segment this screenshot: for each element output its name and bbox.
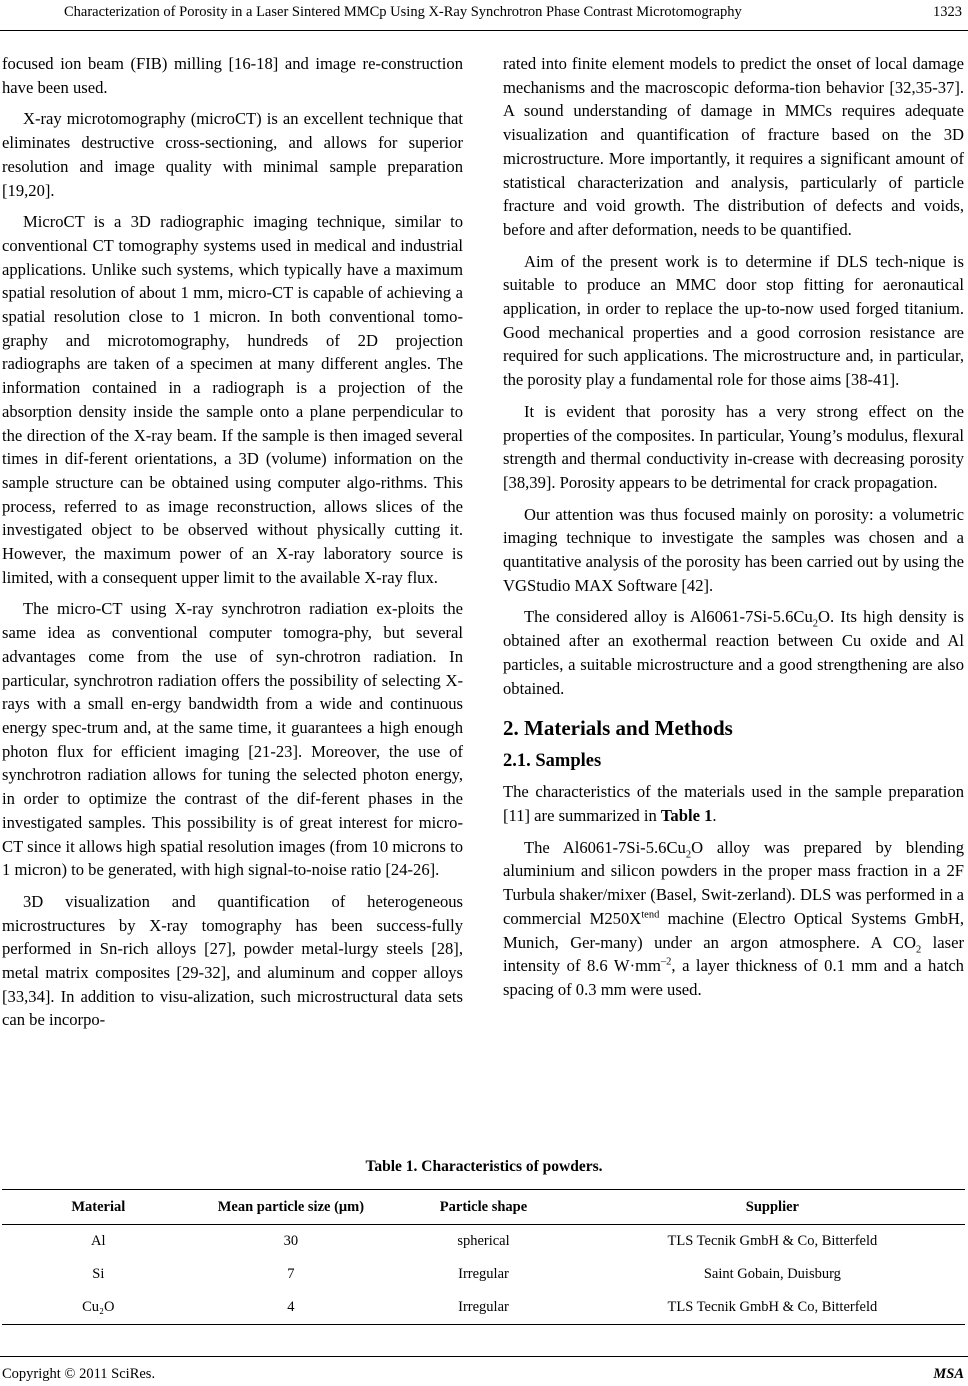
- text-run: machine (Electro Optical Systems GmbH, Munich, Ger-many) under an argon atmosphere. A CO: [503, 908, 964, 952]
- column-header: Particle shape: [387, 1190, 580, 1225]
- text-run: O alloy was prepared by blending aluminium and silicon powders in the proper mass fraction in a 2F Turbula shaker/mixer (Basel, Swit-zerland). DLS was performed in a commercial M250X: [503, 837, 964, 928]
- paragraph: rated into finite element models to predict the onset of local damage mechanisms and the macroscopic deforma-tion behavior [32,35-37]. A sound understanding of damage in MMCs requires adequate visualization and quantification of fracture based on the 3D microstructure. More importantly, it requires a significant amount of statistical characterization and analysis, particularly of particle fracture and void growth. The distribution of defects and voids, before and after deformation, needs to be quantified.: [503, 54, 964, 239]
- paragraph: focused ion beam (FIB) milling [16-18] and image re-construction have been used.: [2, 54, 463, 97]
- footer-rule: [0, 1356, 968, 1357]
- text-run: The characteristics of the materials used in the sample preparation [11] are summarized in: [503, 782, 964, 825]
- subsection-heading: 2.1. Samples: [503, 751, 602, 772]
- subscript: 2: [812, 618, 819, 630]
- running-header: [0, 4, 968, 26]
- table-cell: 4: [195, 1291, 388, 1325]
- subscript: 2: [916, 943, 922, 955]
- table-caption: Table 1. Characteristics of powders.: [365, 1158, 603, 1175]
- superscript: –2: [660, 956, 672, 968]
- column-header: Mean particle size (μm): [195, 1190, 388, 1225]
- table-row: [2, 1291, 965, 1325]
- paragraph: [503, 836, 964, 1002]
- text-run: laser intensity of 8.6 W·mm: [503, 932, 965, 976]
- table-cell: spherical: [457, 1233, 510, 1249]
- table-cell: 7: [287, 1266, 295, 1282]
- table-cell: Al: [91, 1233, 106, 1249]
- paragraph: It is evident that porosity has a very strong effect on the properties of the composites. In particular, Young’s modulus, flexural strength and thermal conductivity in-crease with decreasing porosity [38,39]. Porosity appears to be detrimental for crack propagation.: [503, 401, 964, 492]
- subscript: 2: [685, 849, 692, 860]
- text-run: , a layer thickness of 0.1 mm and a hatch spacing of 0.3 mm were used.: [503, 956, 964, 999]
- paragraph: MicroCT is a 3D radiographic imaging technique, similar to conventional CT tomography systems used in medical and industrial applications. Unlike such systems, which typically have a maximum spatial resolution of about 1 mm, micro-CT is capable of achieving a spatial resolution close to 1 micron. In both conventional tomo-graphy and microtomography, hundreds of 2D projection radiographs are taken of a specimen at many different angles. The information contained in a radiograph is a projection of the absorption density inside the sample onto a plane perpendicular to the direction of the X-ray beam. If the sample is then imaged several times in dif-ferent orientations, a 3D (volume) information on the sample structure can be obtained using computer algo-rithms. This process, referred to as image reconstruction, allows slices of the investigated object to be observed without physically cutting it. However, the maximum power of an X-ray laboratory source is limited, with a consequent upper limit to the available X-ray flux.: [2, 212, 463, 587]
- table-cell: Irregular: [458, 1266, 509, 1282]
- table-cell: Saint Gobain, Duisburg: [703, 1266, 841, 1282]
- table-cell: Si: [92, 1266, 105, 1282]
- right-column: [503, 52, 964, 1002]
- powders-table: [2, 1189, 965, 1325]
- table-cell: Irregular: [387, 1291, 580, 1325]
- superscript: tend: [641, 909, 660, 921]
- table-header-row: [2, 1190, 965, 1225]
- table-cell: 30: [283, 1233, 299, 1249]
- paragraph: The micro-CT using X-ray synchrotron radiation ex-ploits the same idea as conventional computer tomogra-phy, but several advantages come from the use of syn-chrotron radiation. In particular, synchrotron radiation offers the possibility of selecting X-rays with a small en-ergy bandwidth from a wide and continuous energy spec-trum and, at the same time, it guarantees a high enough photon flux for efficient imaging [21-23]. Moreover, the use of synchrotron radiation allows for tuning the selected photon energy, in order to optimize the contrast of the dif-ferent phases in the investigated samples. This possibility is of great interest for micro-CT since it allows high spatial resolution images (from 10 microns to 1 micron) to be generated, with high signal-to-noise ratio [24-26].: [2, 599, 463, 880]
- paragraph: [503, 780, 964, 827]
- table-cell: TLS Tecnik GmbH & Co, Bitterfeld: [580, 1291, 965, 1325]
- paragraph: [503, 605, 964, 700]
- table-reference: Table 1: [660, 805, 713, 825]
- table-row: [2, 1258, 965, 1291]
- paragraph: Aim of the present work is to determine if DLS tech-nique is suitable to produce an MMC door stop fitting for aeronautical application, in order to replace the up-to-now used forged titanium. Good mechanical properties and a good corrosion resistance are required for such applications. The microstructure and, in particular, the porosity play a fundamental role for those aims [38-41].: [503, 251, 964, 390]
- copyright-notice: Copyright © 2011 SciRes.: [2, 1366, 156, 1382]
- text-run: The Al6061-7Si-5.6Cu: [524, 837, 686, 857]
- running-title: Characterization of Porosity in a Laser Sintered MMCp Using X-Ray Synchrotron Phase Contrast Microtomography: [64, 4, 742, 20]
- left-column: [2, 52, 463, 1032]
- section-heading: 2. Materials and Methods: [503, 716, 733, 741]
- column-header: Material: [2, 1190, 195, 1225]
- text-run: The considered alloy is Al6061-7Si-5.6Cu: [524, 607, 813, 627]
- page-number: 1323: [933, 4, 962, 20]
- paragraph: X-ray microtomography (microCT) is an excellent technique that eliminates destructive cross-sectioning, and allows for superior resolution and image quality with minimal sample preparation [19,20].: [2, 109, 463, 200]
- table-cell: Cu₂O: [2, 1291, 195, 1325]
- text-run: O. Its high density is obtained after an exothermal reaction between Cu oxide and Al particles, a suitable microstructure and a good strengthening are also obtained.: [503, 607, 964, 698]
- table-cell: TLS Tecnik GmbH & Co, Bitterfeld: [667, 1233, 878, 1249]
- table-row: [2, 1225, 965, 1259]
- header-rule: [0, 30, 968, 31]
- paragraph: 3D visualization and quantification of heterogeneous microstructures by X-ray tomography has been success-fully performed in Sn-rich alloys [27], powder metal-lurgy steels [28], metal matrix composites [29-32], and aluminum and copper alloys [33,34]. In addition to visu-alization, such microstructural data sets can be incorpo-: [2, 891, 463, 1030]
- paragraph: Our attention was thus focused mainly on porosity: a volumetric imaging technique to investigate the samples was chosen and a quantitative analysis of the porosity has been carried out by using the VGStudio MAX Software [42].: [503, 504, 964, 595]
- column-header: Supplier: [580, 1190, 965, 1225]
- journal-abbreviation: MSA: [933, 1366, 964, 1382]
- text-run: .: [712, 805, 717, 825]
